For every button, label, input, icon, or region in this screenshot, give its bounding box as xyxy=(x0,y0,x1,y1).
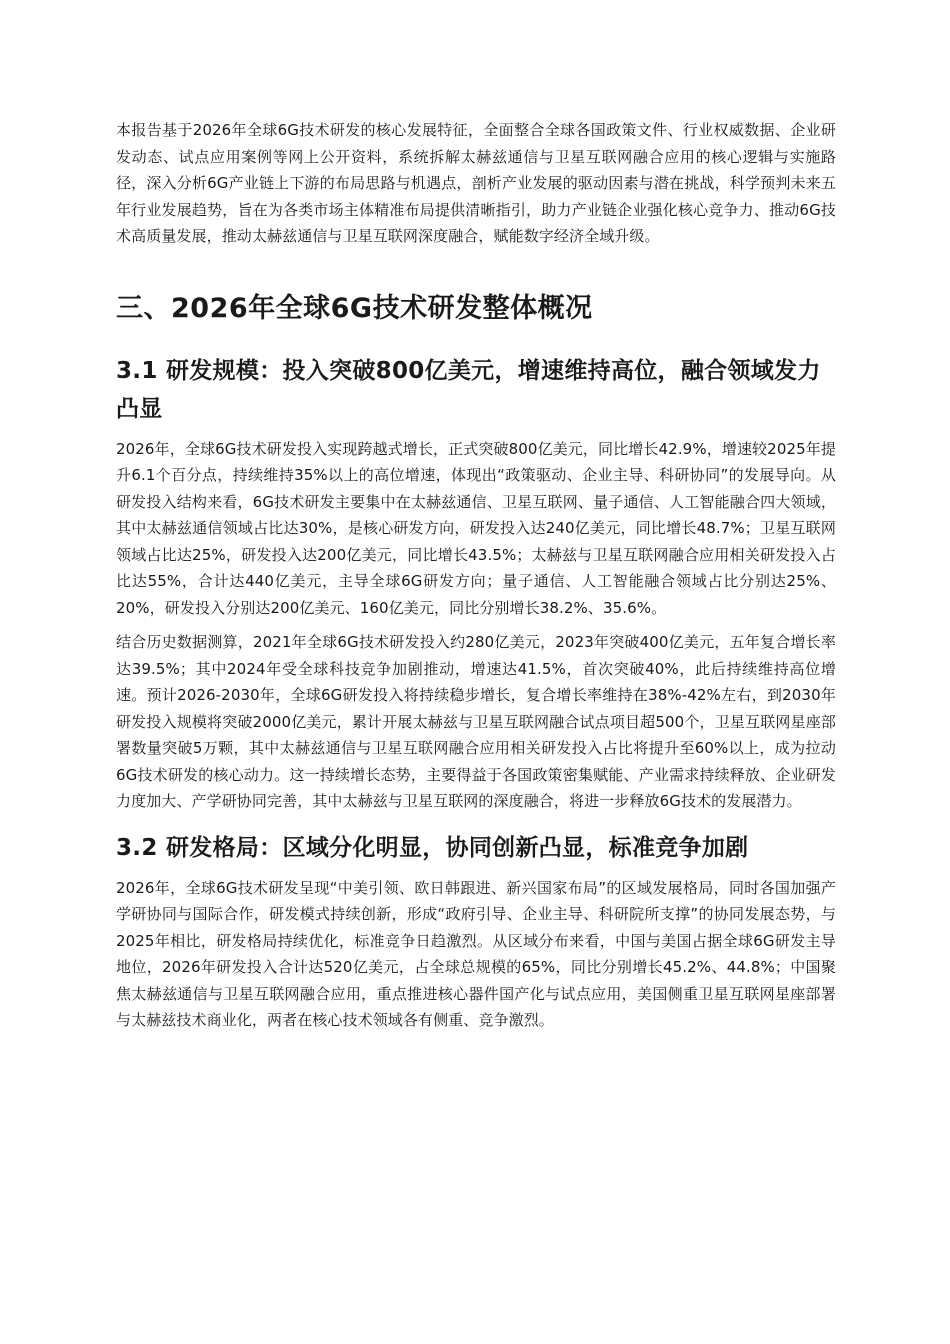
subsection-3-2-title: 3.2 研发格局：区域分化明显，协同创新凸显，标准竞争加剧 xyxy=(116,834,749,861)
subsection-3-1-paragraph-2: 结合历史数据测算，2021年全球6G技术研发投入约280亿美元，2023年突破400亿美元，五年复合增长率达39.5%；其中2024年受全球科技竞争加剧推动，增速达41.5%，首次突破40%，此后持续维持高位增速。预计2026-2030年，全球6G研发投入将持续稳步增长，复合增长率维持在38%-42%左右，到2030年研发投入规模将突破2000亿美元，累计开展太赫兹与卫星互联网融合试点项目超500个，卫星互联网星座部署数量突破5万颗，其中太赫兹通信与卫星互联网融合应用相关研发投入占比将提升至60%以上，成为拉动6G技术研发的核心动力。这一持续增长态势，主要得益于各国政策密集赋能、产业需求持续释放、企业研发力度加大、产学研协同完善，其中太赫兹与卫星互联网的深度融合，将进一步释放6G技术的发展潜力。 xyxy=(116,633,836,810)
subsection-3-2-paragraph-1: 2026年，全球6G技术研发呈现“中美引领、欧日韩跟进、新兴国家布局”的区域发展格局，同时各国加强产学研协同与国际合作，研发模式持续创新，形成“政府引导、企业主导、科研院所支撑”的协同发展态势，与2025年相比，研发格局持续优化，标准竞争日趋激烈。从区域分布来看，中国与美国占据全球6G研发主导地位，2026年研发投入合计达520亿美元，占全球总规模的65%，同比分别增长45.2%、44.8%；中国聚焦太赫兹通信与卫星互联网融合应用，重点推进核心器件国产化与试点应用，美国侧重卫星互联网星座部署与太赫兹技术商业化，两者在核心技术领域各有侧重、竞争激烈。 xyxy=(116,878,836,1029)
document-page xyxy=(116,117,836,1034)
subsection-3-1-title: 3.1 研发规模：投入突破800亿美元，增速维持高位，融合领域发力凸显 xyxy=(116,357,821,422)
section-title: 三、2026年全球6G技术研发整体概况 xyxy=(116,292,593,324)
subsection-3-1-paragraph-1: 2026年，全球6G技术研发投入实现跨越式增长，正式突破800亿美元，同比增长42.9%，增速较2025年提升6.1个百分点，持续维持35%以上的高位增速，体现出“政策驱动、企业主导、科研协同”的发展导向。从研发投入结构来看，6G技术研发主要集中在太赫兹通信、卫星互联网、量子通信、人工智能融合四大领域，其中太赫兹通信领域占比达30%，是核心研发方向，研发投入达240亿美元，同比增长48.7%；卫星互联网领域占比达25%，研发投入达200亿美元，同比增长43.5%；太赫兹与卫星互联网融合应用相关研发投入占比达55%，合计达440亿美元，主导全球6G研发方向；量子通信、人工智能融合领域占比分别达25%、20%，研发投入分别达200亿美元、160亿美元，同比分别增长38.2%、35.6%。 xyxy=(116,439,836,617)
intro-paragraph: 本报告基于2026年全球6G技术研发的核心发展特征，全面整合全球各国政策文件、行业权威数据、企业研发动态、试点应用案例等网上公开资料，系统拆解太赫兹通信与卫星互联网融合应用的核心逻辑与实施路径，深入分析6G产业链上下游的布局思路与机遇点，剖析产业发展的驱动因素与潜在挑战，科学预判未来五年行业发展趋势，旨在为各类市场主体精准布局提供清晰指引，助力产业链企业强化核心竞争力、推动6G技术高质量发展，推动太赫兹通信与卫星互联网深度融合，赋能数字经济全域升级。 xyxy=(116,121,836,245)
